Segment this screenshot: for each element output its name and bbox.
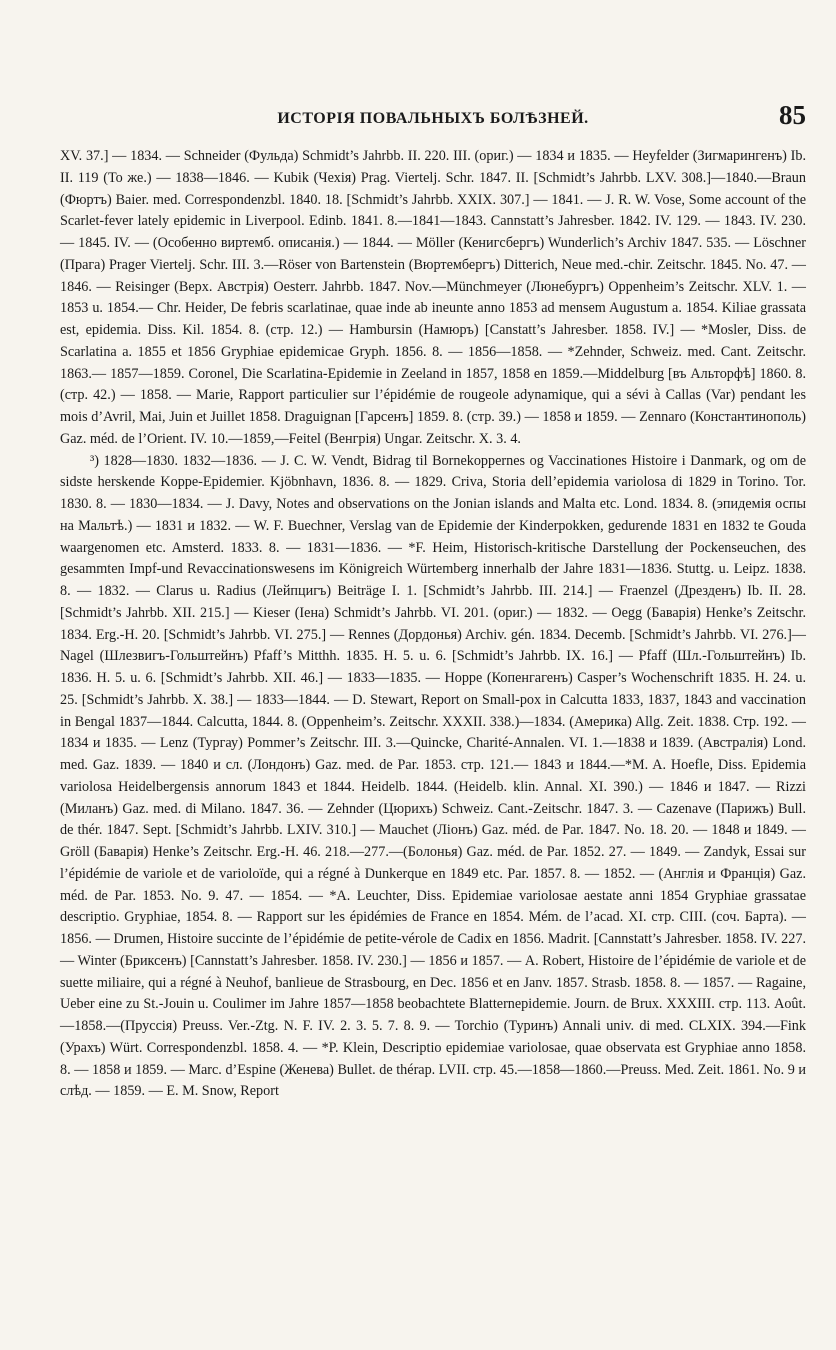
body-text <box>60 146 806 1103</box>
running-head <box>60 100 806 134</box>
page-number: 85 <box>779 100 806 130</box>
running-title: ИСТОРІЯ ПОВАЛЬНЫХЪ БОЛѢЗНЕЙ. <box>277 110 589 127</box>
paragraph-variola-footnote: ³) 1828—1830. 1832—1836. — J. C. W. Vendt, Bidrag til Bornekoppernes og Vaccinationes Histoire i Danmark, og om de sidste herskende Koppe-Epidemier. Kjöbnhavn, 1836. 8. — 1829. Criva, Storia dell’epidemia variolosa di 1829 in Torino. Tor. 1830. 8. — 1830—1834. — J. Davy, Notes and observations on the Jonian islands and Malta etc. Lond. 1834. 8. (эпидемія оспы на Мальтѣ.) — 1831 и 1832. — W. F. Buechner, Verslag van de Epidemie der Kinderpokken, gedurende 1831 en 1832 te Gouda waargenomen etc. Amsterd. 1833. 8. — 1831—1836. — *F. Heim, Historisch-kritische Darstellung der Pockenseuchen, des gesammten Impf-und Revaccinationswesens im Königreich Würtemberg innerhalb der Jahre 1831—1836. Stuttg. u. Leipz. 1838. 8. — 1832. — Clarus u. Radius (Лейпцигъ) Beiträge I. 1. [Schmidt’s Jahrbb. III. 214.] — Fraenzel (Дрезденъ) Ib. II. 28. [Schmidt’s Jahrbb. XII. 215.] — Kieser (Іена) Schmidt’s Jahrbb. VI. 201. (ориг.) — 1832. — Oegg (Баварія) Henke’s Zeitschr. 1834. Erg.-H. 20. [Schmidt’s Jahrbb. VI. 275.] — Rennes (Дордонья) Archiv. gén. 1834. Decemb. [Schmidt’s Jahrbb. VI. 276.]—Nagel (Шлезвигъ-Гольштейнъ) Pfaff’s Mitthh. 1835. H. 5. u. 6. [Schmidt’s Jahrbb. IX. 16.] — Pfaff (Шл.-Гольштейнъ) Ib. 1836. H. 5. u. 6. [Schmidt’s Jahrbb. XII. 46.] — 1833—1835. — Hoppe (Копенгагенъ) Casper’s Wochenschrift 1835. H. 24. u. 25. [Schmidt’s Jahrbb. X. 38.] — 1833—1844. — D. Stewart, Report on Small-pox in Calcutta 1833, 1837, 1843 and vaccination in Bengal 1837—1844. Calcutta, 1844. 8. (Oppenheim’s. Zeitschr. XXXII. 338.)—1834. (Америка) Allg. Zeit. 1838. Стр. 192. — 1834 и 1835. — Lenz (Тургау) Pommer’s Zeitschr. III. 3.—Quincke, Charité-Annalen. VI. 1.—1838 и 1839. (Австралія) Lond. med. Gaz. 1839. — 1840 и сл. (Лондонъ) Gaz. med. de Par. 1853. стр. 121.— 1843 и 1844.—*M. A. Hoefle, Diss. Epidemia variolosa Heidelbergensis annorum 1843 et 1844. Heidelb. 1844. (Heidelb. klin. Annal. XI. 390.) — 1846 и 1847. — Rizzi (Миланъ) Gaz. med. di Milano. 1847. 36. — Zehnder (Цюрихъ) Schweiz. Cant.-Zeitschr. 1847. 3. — Cazenave (Парижъ) Bull. de thér. 1847. Sept. [Schmidt’s Jahrbb. LXIV. 310.] — Mauchet (Ліонъ) Gaz. méd. de Par. 1847. No. 18. 20. — 1848 и 1849. — Gröll (Баварія) Henke’s Zeitschr. Erg.-H. 46. 218.—277.—(Болонья) Gaz. méd. de Par. 1852. 27. — 1849. — Zandyk, Essai sur l’épidémie de variole et de varioloïde, qui a régné à Dunkerque en 1849 etc. Par. 1857. 8. — 1852. — (Англія и Франція) Gaz. méd. de Par. 1853. No. 9. 47. — 1854. — *A. Leuchter, Diss. Epidemiae variolosae aestate anni 1854 Gryphiae grassatae descriptio. Gryphiae, 1854. 8. — Rapport sur les épidémies de France en 1854. Mém. de l’acad. XI. стр. CIII. (соч. Барта). — 1856. — Drumen, Histoire succinte de l’épidémie de petite-vérole de Cadix en 1856. Madrit. [Cannstatt’s Jahresber. 1858. IV. 227. — Winter (Бриксенъ) [Cannstatt’s Jahresber. 1858. IV. 230.] — 1856 и 1857. — A. Robert, Histoire de l’épidémie de variole et de suette miliaire, qui a régné à Neuhof, banlieue de Strasbourg, en Dec. 1856 et en Janv. 1857. Strasb. 1858. 8. — 1857. — Ragaine, Ueber eine zu St.-Jouin u. Coulimer im Jahre 1857—1858 beobachtete Blatternepidemie. Journ. de Brux. XXXIII. стр. 113. Août.—1858.—(Пруссія) Preuss. Ver.-Ztg. N. F. IV. 2. 3. 5. 7. 8. 9. — Torchio (Туринъ) Annali univ. di med. CLXIX. 394.—Fink (Урахъ) Würt. Correspondenzbl. 1858. 4. — *P. Klein, Descriptio epidemiae variolosae, quae observata est Gryphiae anno 1858. 8. — 1858 и 1859. — Marc. d’Espine (Женева) Bullet. de thérap. LVII. стр. 45.—1858—1860.—Preuss. Med. Zeit. 1861. No. 9 и слѣд. — 1859. — E. M. Snow, Report <box>60 452 806 1100</box>
paragraph-scarlatina-references: XV. 37.] — 1834. — Schneider (Фульда) Schmidt’s Jahrbb. II. 220. III. (ориг.) — 1834 и 1835. — Heyfelder (Зигмарингенъ) Ib. II. 119 (То же.) — 1838—1846. — Kubik (Чехія) Prag. Viertelj. Schr. 1847. II. [Schmidt’s Jahrbb. LXV. 308.]—1840.—Braun (Фюртъ) Baier. med. Correspondenzbl. 1840. 18. [Schmidt’s Jahrbb. XXIX. 307.] — 1841. — J. R. W. Vose, Some account of the Scarlet-fever lately epidemic in Liverpool. Edinb. 1841. 8.—1841—1843. Cannstatt’s Jahresber. 1842. IV. 129. — 1843. IV. 230. — 1845. IV. — (Особенно виртемб. описанія.) — 1844. — Möller (Кенигсбергъ) Wunderlich’s Archiv 1847. 535. — Löschner (Прага) Prager Viertelj. Schr. III. 3.—Röser von Bartenstein (Вюртембергъ) Ditterich, Neue med.-chir. Zeitschr. 1845. No. 47. — 1846. — Reisinger (Верх. Австрія) Oesterr. Jahrbb. 1847. Nov.—Münchmeyer (Люнебургъ) Oppenheim’s Zeitschr. XLV. 1. — 1853 u. 1854.— Chr. Heider, De febris scarlatinae, quae inde ab ineunte anno 1853 ad mensem Augustum a. 1854. Kiliae grassata est, epidemia. Diss. Kil. 1854. 8. (стр. 12.) — Hambursin (Намюръ) [Canstatt’s Jahresber. 1858. IV.] — *Mosler, Diss. de Scarlatina a. 1855 et 1856 Gryphiae epidemicae Gryph. 1856. 8. — 1856—1858. — *Zehnder, Schweiz. med. Cant. Zeitschr. 1863.— 1857—1859. Coronel, Die Scarlatina-Epidemie in Zeeland in 1857, 1858 en 1859.—Middelburg [въ Альторфѣ] 1860. 8. (стр. 42.) — 1858. — Marie, Rapport particulier sur l’épidémie de rougeole adynamique, qui a sévi à Callas (Var) pendant les mois d’Avril, Mai, Juin et Juillet 1858. Draguignan [Гарсенъ] 1859. 8. (стр. 39.) — 1858 и 1859. — Zennaro (Константинополь) Gaz. méd. de l’Orient. IV. 10.—1859,—Feitel (Венгрія) Ungar. Zeitschr. X. 3. 4. <box>60 148 806 447</box>
